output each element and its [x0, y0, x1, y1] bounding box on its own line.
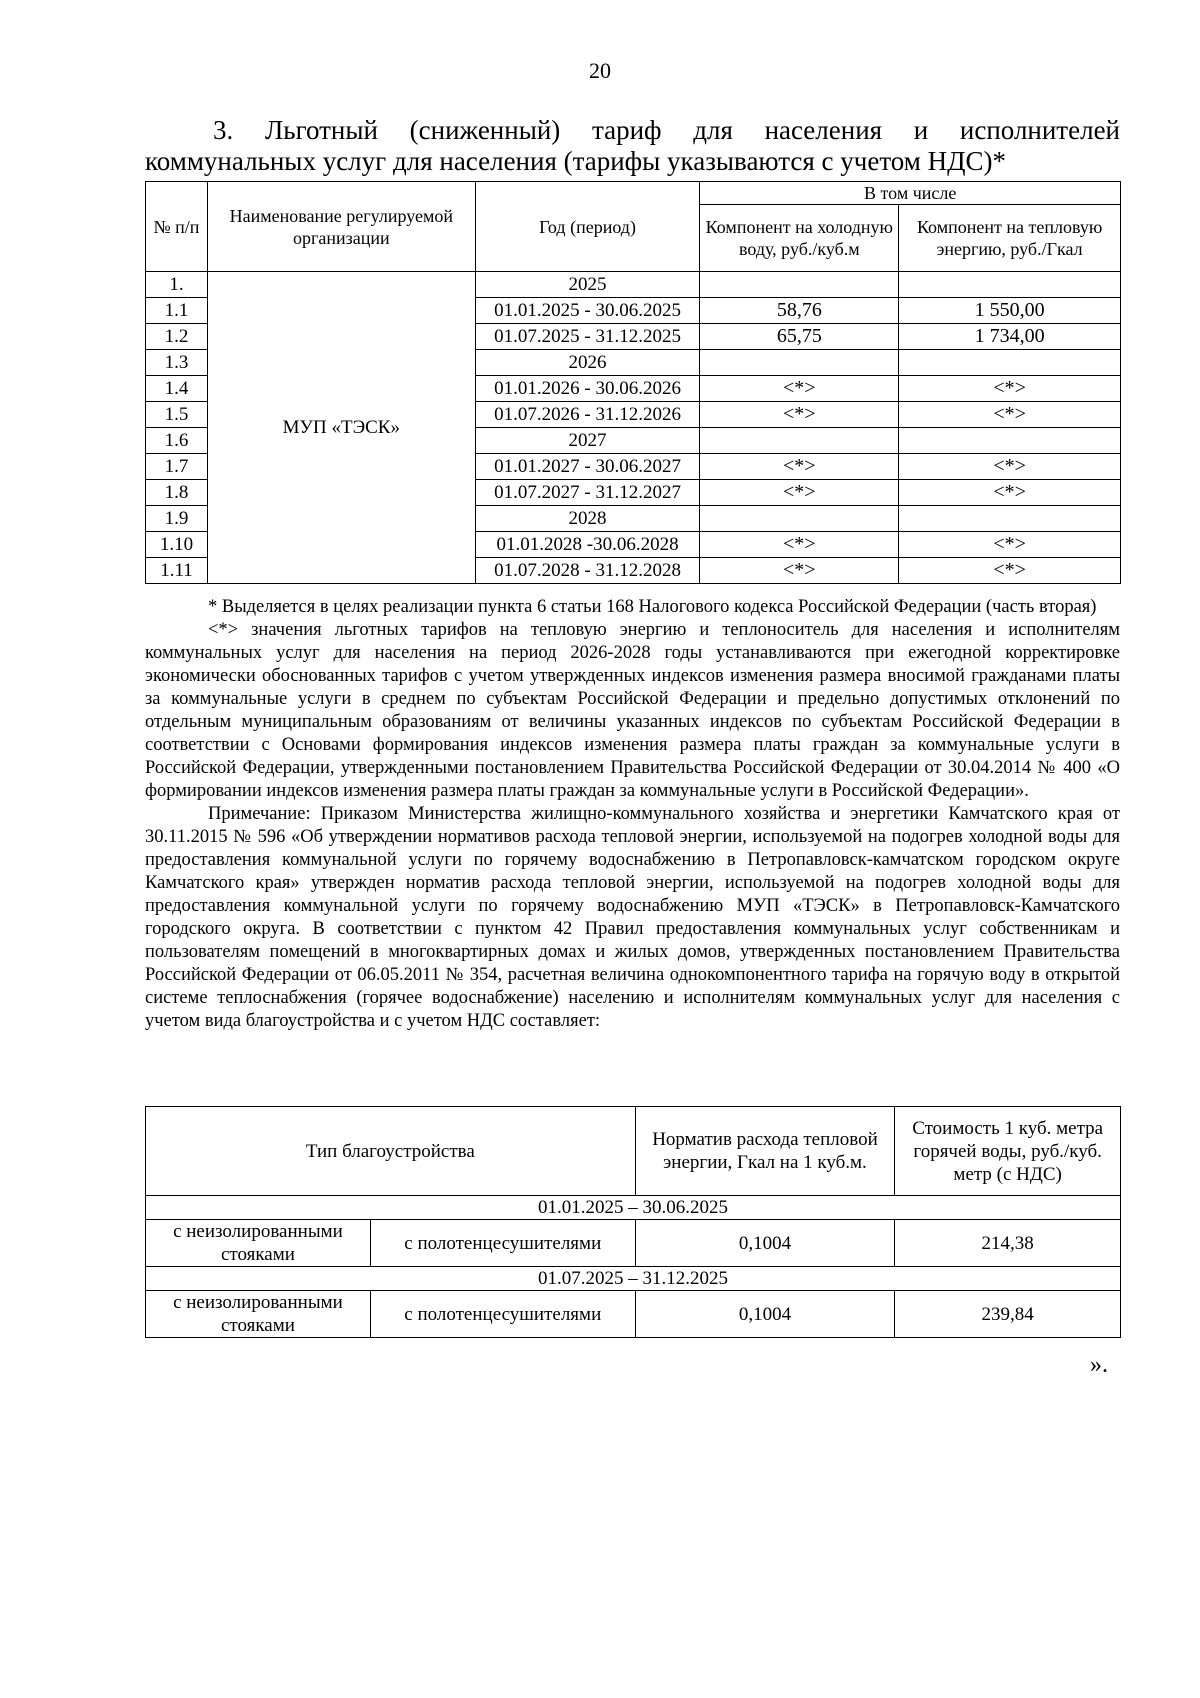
- remark: Примечание: Приказом Министерства жилищно-коммунального хозяйства и энергетики Камчатского края от 30.11.2015 № 596 «Об утверждении нормативов расхода тепловой энергии, используемой на подогрев холодной воды для предоставления коммунальной услуги по горячему водоснабжению в Петропавловск-камчатском городском округе Камчатского края» утвержден норматив расхода тепловой энергии, используемой на подогрев холодной воды для предоставления коммунальной услуги по горячему водоснабжению МУП «ТЭСК» в Петропавловск-Камчатского городского округа. В соответствии с пунктом 42 Правил предоставления коммунальных услуг собственникам и пользователям помещений в многоквартирных домах и жилых домов, утвержденных постановлением Правительства Российской Федерации от 06.05.2011 № 354, расчетная величина однокомпонентного тарифа на горячую воду в открытой системе теплоснабжения (горячее водоснабжение) населению и исполнителям коммунальных услуг для населения с учетом вида благоустройства и с учетом НДС составляет:: [145, 804, 1120, 1031]
- water-cost: 239,84: [895, 1291, 1121, 1338]
- row-heat: <*>: [899, 402, 1121, 428]
- sanitation-type-secondary: с полотенцесушителями: [370, 1291, 635, 1338]
- row-heat: [899, 506, 1121, 532]
- header-period: Год (период): [475, 182, 700, 272]
- row-cold-water: <*>: [700, 480, 899, 506]
- table-row: [146, 1220, 1121, 1267]
- row-heat: <*>: [899, 454, 1121, 480]
- header-norm: Норматив расхода тепловой энергии, Гкал на 1 куб.м.: [635, 1107, 895, 1196]
- row-period: 01.07.2028 - 31.12.2028: [475, 558, 700, 584]
- row-period: 2025: [475, 272, 700, 298]
- section-heading-text: 3. Льготный (сниженный) тариф для населения и исполнителей коммунальных услуг для населения (тарифы указываются с учетом НДС)*: [145, 115, 1120, 176]
- footnote-angle: <*> значения льготных тарифов на тепловую энергию и теплоноситель для населения и исполнителям коммунальных услуг для населения на период 2026-2028 годы устанавливаются при ежегодной корректировке экономически обоснованных тарифов с учетом утвержденных индексов изменения размера вносимой гражданами платы за коммунальные услуги в среднем по субъектам Российской Федерации и предельно допустимых отклонений по отдельным муниципальным образованиям от величины указанных индексов по субъектам Российской Федерации в соответствии с Основами формирования индексов изменения размера платы граждан за коммунальные услуги в Российской Федерации, утвержденными постановлением Правительства Российской Федерации от 30.04.2014 № 400 «О формировании индексов изменения размера платы граждан за коммунальные услуги в Российской Федерации».: [145, 620, 1120, 801]
- row-number: 1.5: [146, 402, 208, 428]
- header-cold-water: Компонент на холодную воду, руб./куб.м: [700, 205, 899, 272]
- row-period: 2026: [475, 350, 700, 376]
- row-period: 2028: [475, 506, 700, 532]
- row-number: 1.6: [146, 428, 208, 454]
- row-number: 1.11: [146, 558, 208, 584]
- row-cold-water: <*>: [700, 402, 899, 428]
- row-heat: 1 734,00: [899, 324, 1121, 350]
- sanitation-type-secondary: с полотенцесушителями: [370, 1220, 635, 1267]
- row-number: 1.: [146, 272, 208, 298]
- section-heading: [145, 115, 1120, 177]
- row-period: 01.01.2028 -30.06.2028: [475, 532, 700, 558]
- water-cost: 214,38: [895, 1220, 1121, 1267]
- row-number: 1.2: [146, 324, 208, 350]
- footnote-star: * Выделяется в целях реализации пункта 6 статьи 168 Налогового кодекса Российской Федерации (часть вторая): [208, 597, 1097, 617]
- row-cold-water: [700, 350, 899, 376]
- table-row: [146, 272, 1121, 298]
- row-cold-water: <*>: [700, 532, 899, 558]
- row-cold-water: 65,75: [700, 324, 899, 350]
- row-heat: [899, 272, 1121, 298]
- row-heat: [899, 350, 1121, 376]
- row-cold-water: [700, 272, 899, 298]
- row-number: 1.8: [146, 480, 208, 506]
- row-heat: 1 550,00: [899, 298, 1121, 324]
- row-cold-water: <*>: [700, 454, 899, 480]
- row-number: 1.4: [146, 376, 208, 402]
- page-number: 20: [589, 58, 611, 83]
- sanitation-header-row: [146, 1107, 1121, 1196]
- sanitation-body: [146, 1196, 1121, 1338]
- notes-block: [145, 596, 1120, 1033]
- row-number: 1.7: [146, 454, 208, 480]
- row-period: 01.07.2026 - 31.12.2026: [475, 402, 700, 428]
- sanitation-type-primary: с неизолированными стояками: [146, 1220, 371, 1267]
- heat-norm: 0,1004: [635, 1220, 895, 1267]
- row-number: 1.3: [146, 350, 208, 376]
- sanitation-type-primary: с неизолированными стояками: [146, 1291, 371, 1338]
- period-label: 01.01.2025 – 30.06.2025: [146, 1196, 1121, 1220]
- row-heat: <*>: [899, 558, 1121, 584]
- heat-norm: 0,1004: [635, 1291, 895, 1338]
- period-row: [146, 1267, 1121, 1291]
- header-cost: Стоимость 1 куб. метра горячей воды, руб./куб. метр (с НДС): [895, 1107, 1121, 1196]
- table-row: [146, 1291, 1121, 1338]
- row-heat: <*>: [899, 532, 1121, 558]
- row-heat: <*>: [899, 376, 1121, 402]
- header-organization: Наименование регулируемой организации: [207, 182, 475, 272]
- row-period: 01.07.2027 - 31.12.2027: [475, 480, 700, 506]
- row-cold-water: [700, 428, 899, 454]
- tariff-table: [145, 181, 1121, 584]
- row-period: 01.07.2025 - 31.12.2025: [475, 324, 700, 350]
- organization-name: МУП «ТЭСК»: [207, 272, 475, 584]
- row-cold-water: [700, 506, 899, 532]
- sanitation-table: [145, 1106, 1121, 1338]
- row-period: 01.01.2025 - 30.06.2025: [475, 298, 700, 324]
- header-heat: Компонент на тепловую энергию, руб./Гкал: [899, 205, 1121, 272]
- header-including: В том числе: [700, 182, 1121, 205]
- row-cold-water: <*>: [700, 376, 899, 402]
- row-number: 1.10: [146, 532, 208, 558]
- period-label: 01.07.2025 – 31.12.2025: [146, 1267, 1121, 1291]
- period-row: [146, 1196, 1121, 1220]
- closing-quote: ».: [1090, 1352, 1108, 1378]
- tariff-header-row: [146, 182, 1121, 205]
- row-number: 1.9: [146, 506, 208, 532]
- header-sanitation-type: Тип благоустройства: [146, 1107, 636, 1196]
- header-number: № п/п: [146, 182, 208, 272]
- tariff-body: [146, 272, 1121, 584]
- row-period: 2027: [475, 428, 700, 454]
- row-period: 01.01.2027 - 30.06.2027: [475, 454, 700, 480]
- row-heat: <*>: [899, 480, 1121, 506]
- row-heat: [899, 428, 1121, 454]
- row-period: 01.01.2026 - 30.06.2026: [475, 376, 700, 402]
- row-cold-water: <*>: [700, 558, 899, 584]
- row-number: 1.1: [146, 298, 208, 324]
- row-cold-water: 58,76: [700, 298, 899, 324]
